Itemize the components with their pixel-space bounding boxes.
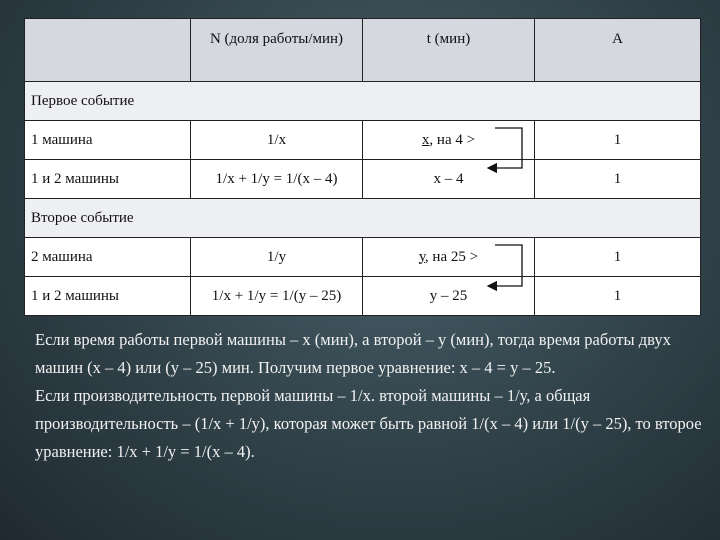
cell-n: 1/х + 1/у = 1/(у – 25) — [191, 277, 363, 316]
cell-a: 1 — [535, 160, 701, 199]
paragraph-second: Если производительность первой машины – 1/х. второй машины – 1/у, а общая производительность – (1/х + 1/у), которая может быть равной 1/(х – 4) или 1/(у – 25), то второе уравнение: 1/х + 1/у = 1/(х – 4). — [35, 386, 702, 461]
cell-t: у – 25 — [363, 277, 535, 316]
header-n: N (доля работы/мин) — [191, 19, 363, 82]
cell-n: 1/у — [191, 238, 363, 277]
paragraph-first: Если время работы первой машины – х (мин), а второй – у (мин), тогда время работы двух машин (х – 4) или (у – 25) мин. Получим первое уравнение: х – 4 = у – 25. — [35, 330, 671, 377]
explanation-text — [35, 326, 703, 466]
cell-a: 1 — [535, 277, 701, 316]
cell-t — [363, 121, 535, 160]
cell-name: 2 машина — [25, 238, 191, 277]
header-a: A — [535, 19, 701, 82]
table-header-row — [25, 19, 701, 82]
cell-t — [363, 238, 535, 277]
cell-n: 1/х + 1/у = 1/(х – 4) — [191, 160, 363, 199]
table-row — [25, 121, 701, 160]
section-row — [25, 82, 701, 121]
section-title-second: Второе событие — [25, 199, 701, 238]
cell-name: 1 машина — [25, 121, 191, 160]
section-title-first: Первое событие — [25, 82, 701, 121]
var-x: х — [421, 131, 430, 148]
table-row — [25, 160, 701, 199]
data-table — [24, 18, 701, 316]
var-y: у — [418, 248, 425, 265]
cell-a: 1 — [535, 238, 701, 277]
header-name — [25, 19, 191, 82]
header-t: t (мин) — [363, 19, 535, 82]
cell-a: 1 — [535, 121, 701, 160]
cell-name: 1 и 2 машины — [25, 160, 191, 199]
table-row — [25, 277, 701, 316]
cell-t: х – 4 — [363, 160, 535, 199]
cell-t-rest: , на 4 > — [429, 131, 476, 148]
cell-name: 1 и 2 машины — [25, 277, 191, 316]
cell-n: 1/х — [191, 121, 363, 160]
table-row — [25, 238, 701, 277]
section-row — [25, 199, 701, 238]
cell-t-rest: , на 25 > — [424, 248, 479, 265]
